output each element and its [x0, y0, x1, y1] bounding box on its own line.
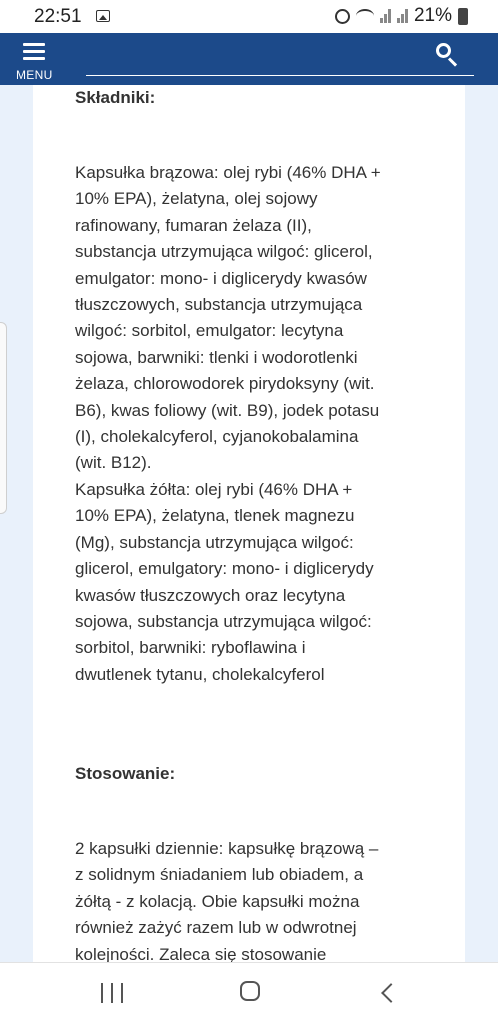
navigation-bar: [0, 962, 498, 1025]
header-divider: [86, 75, 474, 76]
alarm-icon: [335, 9, 350, 24]
wifi-icon: [356, 9, 374, 23]
back-icon[interactable]: [381, 983, 401, 1003]
ingredients-heading: Składniki:: [75, 88, 156, 107]
content-card: [33, 85, 465, 962]
signal-icon: [397, 9, 408, 23]
usage-text: 2 kapsułki dziennie: kapsułkę brązową – z solidnym śniadaniem lub obiadem, a żółtą - z kolacją. Obie kapsułki można również zażyć razem lub w odwrotnej kolejności. Zaleca się stosowanie: [75, 839, 379, 962]
image-icon: [96, 10, 110, 22]
search-button[interactable]: [434, 41, 462, 69]
signal-icon: [380, 9, 391, 23]
menu-button[interactable]: [14, 41, 60, 81]
battery-icon: [458, 8, 468, 25]
home-icon[interactable]: [240, 981, 260, 1001]
status-icons: [335, 5, 468, 27]
search-icon: [436, 43, 451, 58]
ingredients-text: Kapsułka brązowa: olej rybi (46% DHA + 10% EPA), żelatyna, olej sojowy rafinowany, fumaran żelaza (II), substancja utrzymująca wilgoć: glicerol, emulgator: mono- i diglicerydy kwasów tłuszczowych, substancja utrzymująca wilgoć: sorbitol, emulgator: lecytyna sojowa, barwniki: tlenki i wodorotlenki żelaza, chlorowodorek pirydoksyny (wit. B6), kwas foliowy (wit. B9), jodek potasu (I), cholekalcyferol, cyjanokobalamina (wit. B12). Kapsułka żółta: olej rybi (46% DHA + 10% EPA), żelatyna, tlenek magnezu (Mg), substancja utrzymująca wilgoć: glicerol, emulgatory: mono- i diglicerydy kwasów tłuszczowych oraz lecytyna sojowa, substancja utrzymująca wilgoć: sorbitol, barwniki: ryboflawina i dwutlenek tytanu, cholekalcyferol: [75, 163, 381, 684]
menu-icon: [23, 43, 45, 64]
usage-heading: Stosowanie:: [75, 764, 176, 783]
status-time: 22:51: [34, 6, 82, 27]
app-header: [0, 33, 498, 85]
menu-label: MENU: [16, 68, 53, 82]
status-bar: [0, 0, 498, 33]
edge-panel-handle[interactable]: [0, 322, 7, 514]
recent-apps-icon[interactable]: [101, 983, 123, 1003]
battery-percent: 21%: [413, 5, 452, 26]
